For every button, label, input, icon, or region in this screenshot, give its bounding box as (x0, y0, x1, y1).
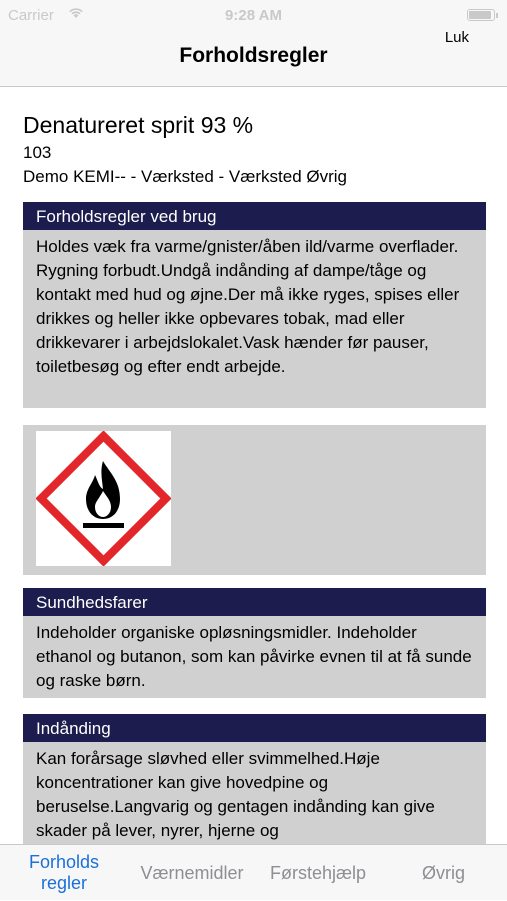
tab-bar (0, 844, 507, 900)
section-text: Holdes væk fra varme/gnister/åben ild/varme overflader. Rygning forbudt.Undgå indånding af dampe/tåge og kontakt med hud og øjne.Der må ikke ryges, spises eller drikkes og heller ikke opbevares tobak, mad eller drikkevarer i arbejdslokalet.Vask hænder før pauser, toiletbesøg og efter endt arbejde. (23, 230, 486, 408)
section-text: Kan forårsage sløvhed eller svimmelhed.Høje koncentrationer kan give hovedpine og beruselse.Langvarig og gentagen indånding kan give skader på lever, nyrer, hjerne og (23, 742, 486, 844)
product-location: Demo KEMI-- - Værksted - Værksted Øvrig (23, 167, 348, 186)
page-title: Forholdsregler (179, 44, 328, 67)
product-id: 103 (23, 143, 52, 162)
battery-icon (467, 9, 495, 21)
section-health-hazards (23, 588, 486, 698)
close-button[interactable]: Luk (444, 29, 469, 46)
scroll-content[interactable] (0, 88, 507, 844)
status-bar (0, 0, 507, 30)
section-heading: Forholdsregler ved brug (23, 202, 486, 230)
section-text: Indeholder organiske opløsningsmidler. Indeholder ethanol og butanon, som kan påvirke evnen til at få sunde og raske børn. (23, 616, 486, 698)
tab-label: Forholds regler (28, 852, 100, 893)
tab-label: Førstehjælp (269, 862, 367, 883)
section-heading: Sundhedsfarer (23, 588, 486, 616)
hazard-pictogram-panel (23, 425, 486, 575)
tab-other[interactable] (380, 845, 507, 901)
section-inhalation (23, 714, 486, 844)
tab-protective-equipment[interactable] (128, 845, 256, 901)
tab-label: Øvrig (421, 862, 465, 883)
section-precautions (23, 202, 486, 408)
section-heading: Indånding (23, 714, 486, 742)
tab-label: Værnemidler (140, 862, 244, 883)
product-name: Denatureret sprit 93 % (23, 112, 254, 138)
tab-precautions[interactable] (0, 845, 128, 901)
status-time: 9:28 AM (225, 7, 282, 24)
ghs-flammable-icon (36, 431, 171, 566)
carrier-label: Carrier (8, 7, 54, 24)
navigation-bar (0, 0, 507, 87)
tab-first-aid[interactable] (256, 845, 380, 901)
